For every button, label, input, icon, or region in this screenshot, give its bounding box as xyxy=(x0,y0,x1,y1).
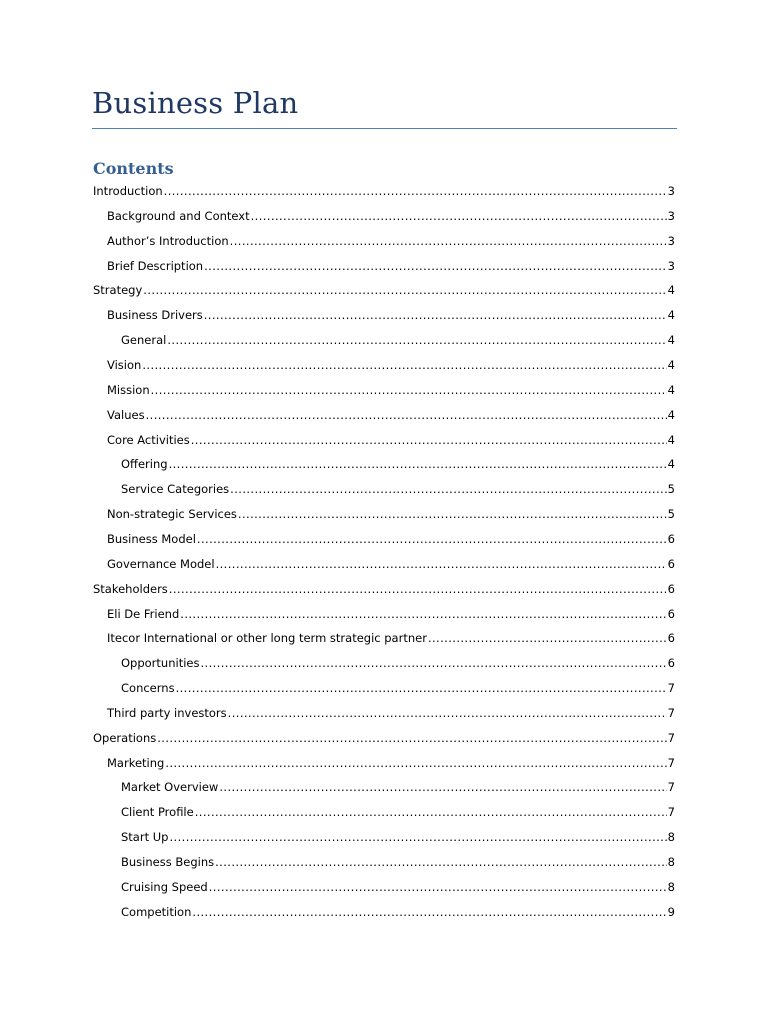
toc-entry[interactable] xyxy=(107,629,675,645)
title-underline xyxy=(92,128,677,129)
toc-page-number[interactable]: 5 xyxy=(667,482,675,497)
toc-entry[interactable] xyxy=(121,803,675,819)
toc-dot-leader xyxy=(151,383,667,397)
toc-entry-title[interactable]: Non-strategic Services xyxy=(107,507,237,522)
toc-dot-leader xyxy=(169,830,666,844)
toc-entry[interactable] xyxy=(107,754,675,770)
toc-dot-leader xyxy=(146,408,667,422)
toc-dot-leader xyxy=(164,184,667,198)
toc-entry[interactable] xyxy=(121,654,675,670)
toc-entry[interactable] xyxy=(121,828,675,844)
toc-page-number[interactable]: 7 xyxy=(667,755,675,770)
toc-page-number[interactable]: 8 xyxy=(667,855,675,869)
toc-entry-title[interactable]: Cruising Speed xyxy=(121,879,208,894)
toc-page-number[interactable]: 4 xyxy=(667,407,675,422)
toc-page-number[interactable]: 7 xyxy=(667,730,675,745)
toc-page-number[interactable]: 5 xyxy=(667,507,675,522)
toc-entry-title[interactable]: Business Begins xyxy=(121,855,215,869)
toc-entry[interactable] xyxy=(107,555,675,571)
toc-entry[interactable] xyxy=(121,903,675,919)
toc-page-number[interactable]: 4 xyxy=(667,457,675,472)
toc-dot-leader xyxy=(216,557,667,571)
toc-page-number[interactable]: 8 xyxy=(667,830,675,845)
toc-entry-title[interactable]: Strategy xyxy=(93,283,143,298)
toc-entry[interactable] xyxy=(107,306,675,322)
toc-entry-title[interactable]: Competition xyxy=(121,904,192,919)
toc-entry-title[interactable]: Core Activities xyxy=(107,432,190,447)
toc-entry-title[interactable]: Vision xyxy=(107,358,142,372)
toc-entry-title[interactable]: Values xyxy=(107,407,145,422)
toc-dot-leader xyxy=(209,880,667,894)
toc-entry[interactable] xyxy=(107,257,675,273)
toc-entry-title[interactable]: Business Model xyxy=(107,531,196,546)
toc-entry-title[interactable]: Eli De Friend xyxy=(107,606,180,621)
toc-dot-leader xyxy=(204,259,667,273)
toc-page-number[interactable]: 4 xyxy=(667,333,675,348)
toc-entry-title[interactable]: Marketing xyxy=(107,755,165,770)
toc-entry[interactable] xyxy=(93,729,675,745)
toc-page-number[interactable]: 4 xyxy=(667,432,675,447)
contents-heading: Contents xyxy=(93,159,174,178)
toc-entry-title[interactable]: Market Overview xyxy=(121,780,219,795)
toc-page-number[interactable]: 3 xyxy=(667,258,675,273)
toc-entry[interactable] xyxy=(121,480,675,496)
toc-entry-title[interactable]: Opportunities xyxy=(121,656,200,671)
toc-entry-title[interactable]: Stakeholders xyxy=(93,581,168,596)
toc-dot-leader xyxy=(169,457,667,471)
toc-entry-title[interactable]: Offering xyxy=(121,457,168,472)
toc-entry-title[interactable]: Third party investors xyxy=(107,705,227,720)
toc-entry[interactable] xyxy=(107,530,675,546)
toc-entry[interactable] xyxy=(107,505,675,521)
toc-dot-leader xyxy=(219,780,666,794)
toc-entry-title[interactable]: Concerns xyxy=(121,681,175,695)
toc-dot-leader xyxy=(167,333,666,347)
toc-dot-leader xyxy=(176,681,667,695)
toc-entry[interactable] xyxy=(121,679,675,695)
toc-entry[interactable] xyxy=(107,356,675,372)
toc-dot-leader xyxy=(230,482,667,496)
toc-dot-leader xyxy=(230,234,667,248)
toc-entry[interactable] xyxy=(121,878,675,894)
toc-entry-title[interactable]: Introduction xyxy=(93,184,163,198)
toc-page-number[interactable]: 6 xyxy=(667,606,675,621)
toc-page-number[interactable]: 3 xyxy=(667,184,675,198)
toc-entry-title[interactable]: Operations xyxy=(93,730,157,745)
toc-entry-title[interactable]: Brief Description xyxy=(107,258,204,273)
toc-page-number[interactable]: 3 xyxy=(667,233,675,248)
toc-entry[interactable] xyxy=(107,431,675,447)
toc-dot-leader xyxy=(251,209,667,223)
toc-dot-leader xyxy=(191,433,667,447)
toc-entry-title[interactable]: Governance Model xyxy=(107,556,215,571)
toc-entry[interactable] xyxy=(121,778,675,794)
toc-page-number[interactable]: 6 xyxy=(667,556,675,571)
toc-dot-leader xyxy=(428,631,667,645)
toc-entry[interactable] xyxy=(107,381,675,397)
toc-entry-title[interactable]: Client Profile xyxy=(121,805,194,820)
toc-page-number[interactable]: 4 xyxy=(667,382,675,397)
toc-page-number[interactable]: 4 xyxy=(667,308,675,323)
toc-page-number[interactable]: 6 xyxy=(667,656,675,671)
toc-dot-leader xyxy=(204,308,667,322)
toc-entry[interactable] xyxy=(121,455,675,471)
toc-dot-leader xyxy=(169,582,667,596)
toc-entry[interactable] xyxy=(121,853,675,869)
toc-page-number[interactable]: 6 xyxy=(667,581,675,596)
toc-entry[interactable] xyxy=(107,207,675,223)
toc-dot-leader xyxy=(143,283,666,297)
toc-entry[interactable] xyxy=(121,331,675,347)
toc-dot-leader xyxy=(157,731,666,745)
toc-entry-title[interactable]: Author’s Introduction xyxy=(107,233,229,248)
toc-page-number[interactable]: 7 xyxy=(667,681,675,695)
toc-dot-leader xyxy=(200,656,666,670)
toc-page-number[interactable]: 3 xyxy=(667,208,675,223)
toc-dot-leader xyxy=(195,805,667,819)
toc-page-number[interactable]: 7 xyxy=(667,705,675,720)
toc-page-number[interactable]: 4 xyxy=(667,358,675,372)
toc-page-number[interactable]: 6 xyxy=(667,631,675,646)
toc-page-number[interactable]: 7 xyxy=(667,805,675,820)
toc-dot-leader xyxy=(215,855,667,869)
toc-entry-title[interactable]: Start Up xyxy=(121,830,169,845)
toc-dot-leader xyxy=(238,507,667,521)
toc-page-number[interactable]: 6 xyxy=(667,531,675,546)
toc-page-number[interactable]: 4 xyxy=(667,283,675,298)
toc-dot-leader xyxy=(142,358,666,372)
toc-dot-leader xyxy=(197,532,667,546)
toc-entry[interactable] xyxy=(93,580,675,596)
toc-dot-leader xyxy=(165,756,666,770)
toc-entry-title[interactable]: Business Drivers xyxy=(107,308,203,323)
toc-dot-leader xyxy=(180,607,666,621)
toc-entry[interactable] xyxy=(93,182,675,198)
document-title: Business Plan xyxy=(92,86,299,120)
toc-page-number[interactable]: 9 xyxy=(667,904,675,919)
toc-page-number[interactable]: 8 xyxy=(667,879,675,894)
toc-entry[interactable] xyxy=(107,232,675,248)
toc-dot-leader xyxy=(192,905,666,919)
toc-dot-leader xyxy=(228,706,667,720)
toc-entry-title[interactable]: Itecor International or other long term strategic partner xyxy=(107,631,427,646)
toc-entry[interactable] xyxy=(93,281,675,297)
toc-entry-title[interactable]: Mission xyxy=(107,382,150,397)
toc-page-number[interactable]: 7 xyxy=(667,780,675,795)
toc-entry-title[interactable]: Background and Context xyxy=(107,208,250,223)
toc-entry-title[interactable]: Service Categories xyxy=(121,482,230,497)
toc-entry[interactable] xyxy=(107,605,675,621)
toc-entry[interactable] xyxy=(107,704,675,720)
toc-entry[interactable] xyxy=(107,406,675,422)
toc-entry-title[interactable]: General xyxy=(121,333,167,348)
